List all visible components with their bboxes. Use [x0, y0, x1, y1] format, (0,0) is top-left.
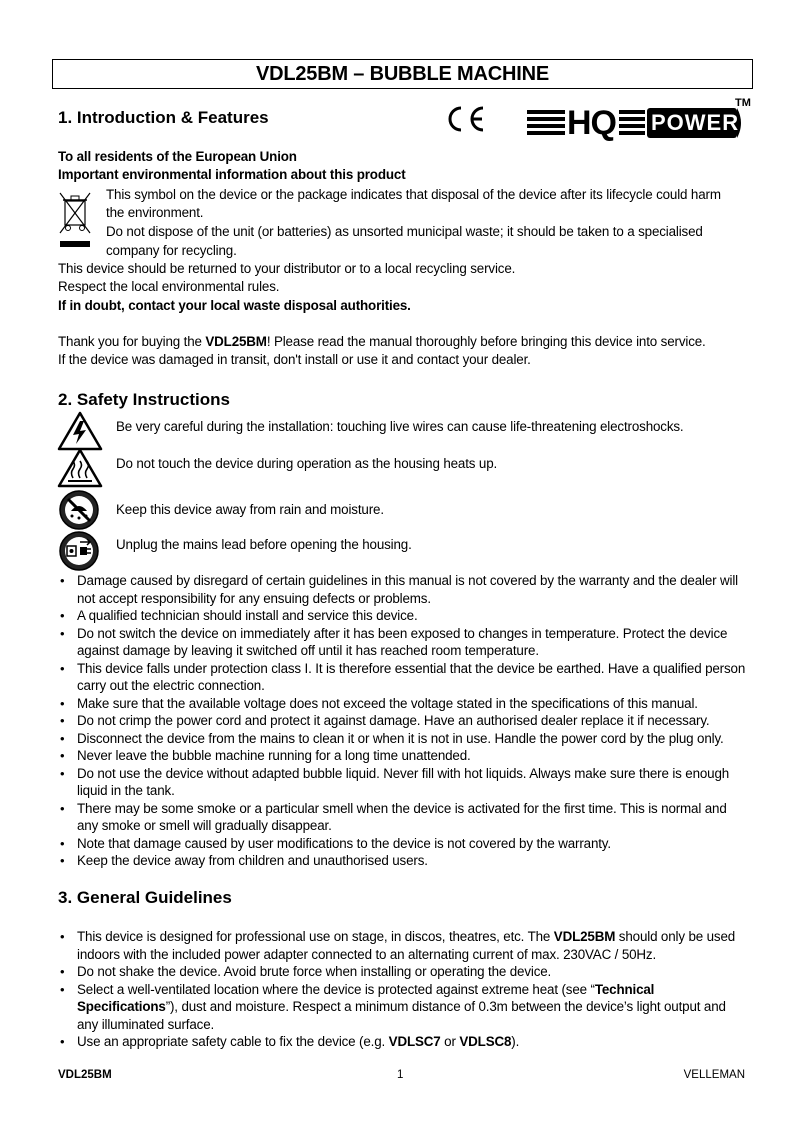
list-item: • There may be some smoke or a particular smell when the device is activated for the first time. This is normal and any smoke or smell will gradually disappear.: [58, 800, 748, 835]
list-item: • Disconnect the device from the mains to clean it or when it is not in use. Handle the power cord by the plug only.: [58, 730, 748, 748]
footer-brand: VELLEMAN: [683, 1069, 745, 1081]
list-item: • Do not crimp the power cord and protect it against damage. Have an authorised dealer replace it if necessary.: [58, 712, 748, 730]
thanks-model: VDL25BM: [205, 334, 267, 349]
hq-power-logo: [527, 97, 752, 144]
bin-text-line-1: This symbol on the device or the package indicates that disposal of the device after its lifecycle could harm: [106, 187, 721, 202]
weee-crossed-bin-icon: [58, 191, 94, 258]
footer-model: VDL25BM: [58, 1069, 112, 1081]
section-1-heading: 1. Introduction & Features: [58, 108, 269, 127]
doubt-line: If in doubt, contact your local waste disposal authorities.: [58, 298, 411, 313]
environmental-info-line: Important environmental information about this product: [58, 167, 406, 182]
list-item: • Do not switch the device on immediately after it has been exposed to changes in temperature. Protect the device against damage by leaving it switched off until it has reached room temperature.: [58, 625, 748, 660]
document-title: VDL25BM – BUBBLE MACHINE: [52, 59, 753, 89]
respect-line: Respect the local environmental rules.: [58, 279, 280, 294]
list-item: • This device falls under protection class I. It is therefore essential that the device be earthed. Have a qualified person carry out the electric connection.: [58, 660, 748, 695]
safety-icon-text-1: Be very careful during the installation: touching live wires can cause life-threatening electroshocks.: [116, 419, 684, 434]
list-item: • Do not shake the device. Avoid brute force when installing or operating the device.: [58, 963, 748, 981]
section-3-heading: 3. General Guidelines: [58, 888, 232, 907]
thanks-line: [58, 333, 706, 351]
damaged-line: If the device was damaged in transit, don't install or use it and contact your dealer.: [58, 352, 531, 367]
footer-page-number: 1: [397, 1069, 404, 1081]
list-item: • Select a well-ventilated location where the device is protected against extreme heat (see “Technical Specifications”), dust and moisture. Respect a minimum distance of 0.3m between the device’s light output and any illuminated surface.: [58, 981, 748, 1034]
section-2-heading: 2. Safety Instructions: [58, 390, 230, 409]
safety-bullet-list: [58, 572, 748, 870]
thanks-pre: Thank you for buying the: [58, 334, 206, 349]
list-item: • Make sure that the available voltage does not exceed the voltage stated in the specifications of this manual.: [58, 695, 748, 713]
list-item: • This device is designed for professional use on stage, in discos, theatres, etc. The VDL25BM should only be used indoors with the included power adapter connected to an alternating current of max. 230VAC / 50Hz.: [58, 928, 748, 963]
eu-residents-line: To all residents of the European Union: [58, 149, 297, 164]
safety-icon-text-3: Keep this device away from rain and moisture.: [116, 502, 384, 517]
list-item: • Do not use the device without adapted bubble liquid. Never fill with hot liquids. Always make sure there is enough liquid in the tank.: [58, 765, 748, 800]
list-item: • Damage caused by disregard of certain guidelines in this manual is not covered by the warranty and the dealer will not accept responsibility for any ensuing defects or problems.: [58, 572, 748, 607]
guidelines-bullet-list: [58, 928, 748, 1051]
bin-text-line-3: Do not dispose of the unit (or batteries) as unsorted municipal waste; it should be taken to a specialised: [106, 224, 703, 239]
list-item: • Use an appropriate safety cable to fix the device (e.g. VDLSC7 or VDLSC8).: [58, 1033, 748, 1051]
list-item: • Never leave the bubble machine running for a long time unattended.: [58, 747, 748, 765]
logo-hq-text: HQ: [567, 104, 616, 142]
return-line: This device should be returned to your distributor or to a local recycling service.: [58, 261, 516, 276]
list-item: • A qualified technician should install and service this device.: [58, 607, 748, 625]
safety-icon-text-2: Do not touch the device during operation as the housing heats up.: [116, 456, 498, 471]
list-item: • Keep the device away from children and unauthorised users.: [58, 852, 748, 870]
list-item: • Note that damage caused by user modifications to the device is not covered by the warranty.: [58, 835, 748, 853]
no-rain-moisture-icon: [58, 489, 100, 536]
unplug-mains-icon: [58, 530, 100, 577]
logo-power-text: POWER: [651, 110, 740, 135]
bin-text-line-4: company for recycling.: [106, 243, 237, 258]
thanks-post: ! Please read the manual thoroughly before bringing this device into service.: [266, 334, 706, 349]
hot-surface-warning-icon: [57, 448, 103, 493]
bin-text-line-2: the environment.: [106, 205, 204, 220]
safety-icon-text-4: Unplug the mains lead before opening the housing.: [116, 537, 412, 552]
logo-tm: TM: [735, 97, 751, 109]
ce-mark-logo: [443, 104, 489, 139]
